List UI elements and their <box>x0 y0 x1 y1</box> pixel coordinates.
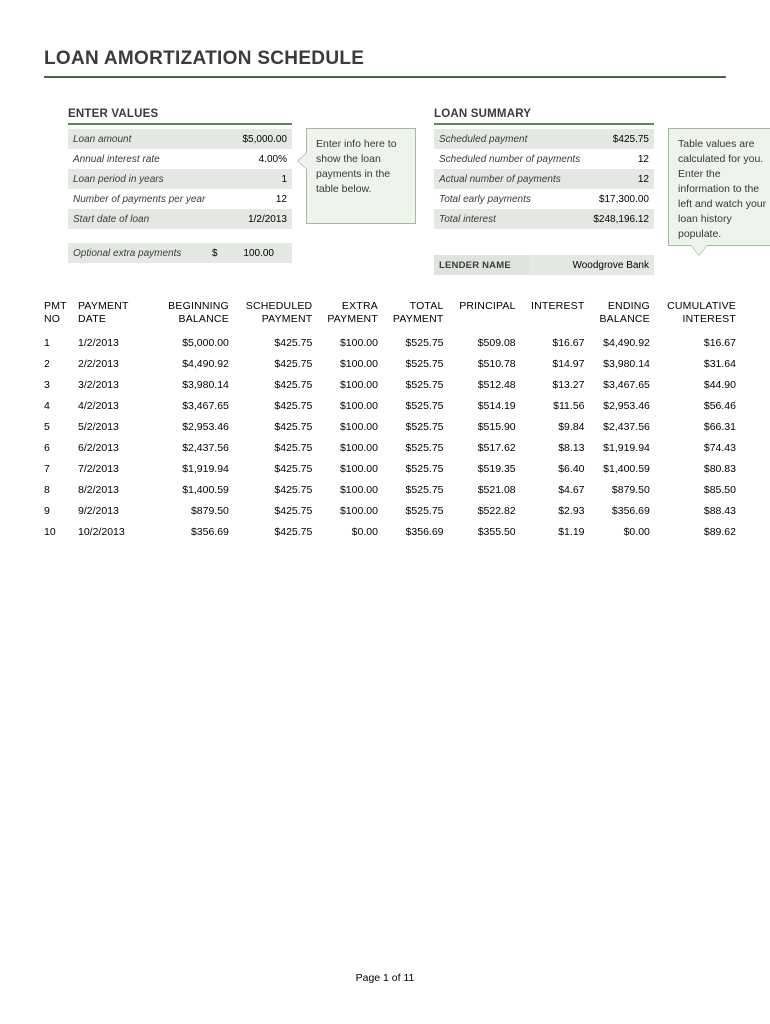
table-row[interactable] <box>68 169 292 189</box>
table-cell: $0.00 <box>623 525 650 538</box>
scheduled-payment-value: $425.75 <box>587 129 654 149</box>
title-divider <box>44 76 726 78</box>
table-cell: $355.50 <box>477 525 516 538</box>
table-row <box>40 437 740 458</box>
table-cell: $879.50 <box>611 483 650 496</box>
table-cell: $517.62 <box>477 441 516 454</box>
table-cell: $525.75 <box>405 462 444 475</box>
lender-name-row[interactable] <box>434 255 654 275</box>
table-cell: $356.69 <box>405 525 444 538</box>
table-cell: $2,953.46 <box>603 399 650 412</box>
table-cell: $100.00 <box>339 441 378 454</box>
col-header-principal <box>448 300 520 332</box>
table-cell: $425.75 <box>274 441 313 454</box>
col-header-line2: BALANCE <box>599 313 650 325</box>
table-cell: $2,437.56 <box>182 441 229 454</box>
table-row <box>434 209 654 229</box>
lender-name-value[interactable]: Woodgrove Bank <box>530 255 654 275</box>
table-cell: $4,490.92 <box>603 336 650 349</box>
table-row <box>40 416 740 437</box>
amortization-body <box>40 332 740 542</box>
table-cell: $16.67 <box>703 336 736 349</box>
loan-amount-label: Loan amount <box>68 129 230 149</box>
col-header-total-payment <box>382 300 448 332</box>
table-cell: $509.08 <box>477 336 516 349</box>
table-row[interactable] <box>68 189 292 209</box>
col-header-payment-date <box>74 300 156 332</box>
optional-extra-payments-label: Optional extra payments <box>68 243 207 263</box>
table-cell: $525.75 <box>405 378 444 391</box>
table-cell: $66.31 <box>703 420 736 433</box>
actual-number-of-payments-value: 12 <box>587 169 654 189</box>
col-header-line2: INTEREST <box>682 313 736 325</box>
total-interest-value: $248,196.12 <box>587 209 654 229</box>
table-cell: 5/2/2013 <box>78 420 119 433</box>
table-cell: 4 <box>44 399 50 412</box>
payments-per-year-value[interactable]: 12 <box>275 193 287 205</box>
table-cell: $6.40 <box>558 462 585 475</box>
table-cell: $512.48 <box>477 378 516 391</box>
start-date-value[interactable]: 1/2/2013 <box>230 209 292 229</box>
col-header-line1: ENDING <box>607 300 650 312</box>
table-cell: $9.84 <box>558 420 585 433</box>
callout-tail <box>691 245 707 255</box>
table-cell: $356.69 <box>190 525 229 538</box>
table-cell: $519.35 <box>477 462 516 475</box>
table-cell: $16.67 <box>552 336 585 349</box>
table-cell: $514.19 <box>477 399 516 412</box>
table-cell: $3,980.14 <box>182 378 229 391</box>
col-header-pmt-no <box>40 300 74 332</box>
table-cell: $425.75 <box>274 378 313 391</box>
scheduled-number-of-payments-value: 12 <box>637 153 649 165</box>
enter-values-section <box>68 108 292 263</box>
table-cell: $100.00 <box>339 357 378 370</box>
table-row[interactable] <box>68 209 292 229</box>
table-cell: $100.00 <box>339 399 378 412</box>
col-header-line2: NO <box>44 313 61 325</box>
callout-enter-info <box>306 128 416 224</box>
table-cell: 3 <box>44 378 50 391</box>
start-date-label: Start date of loan <box>68 209 230 229</box>
enter-values-table <box>68 129 292 229</box>
loan-summary-section <box>434 108 654 275</box>
col-header-line2: PAYMENT <box>392 313 444 325</box>
total-early-payments-label: Total early payments <box>439 193 531 205</box>
col-header-line1: TOTAL <box>409 300 444 312</box>
table-cell: 5 <box>44 420 50 433</box>
table-cell: $3,467.65 <box>182 399 229 412</box>
table-cell: $85.50 <box>703 483 736 496</box>
col-header-line2: PAYMENT <box>327 313 378 325</box>
table-cell: 7 <box>44 462 50 475</box>
col-header-line2: PAYMENT <box>261 313 313 325</box>
table-cell: $1,919.94 <box>603 441 650 454</box>
table-cell: $13.27 <box>552 378 585 391</box>
table-cell: $44.90 <box>703 378 736 391</box>
col-header-line1: PAYMENT <box>78 300 129 312</box>
table-cell: $525.75 <box>405 336 444 349</box>
table-cell: $31.64 <box>703 357 736 370</box>
callout-tail <box>298 153 307 169</box>
scheduled-payment-label: Scheduled payment <box>434 129 587 149</box>
table-row <box>434 189 654 209</box>
optional-extra-payments-row[interactable] <box>68 243 292 263</box>
annual-interest-rate-value[interactable]: 4.00% <box>258 153 287 165</box>
table-cell: $525.75 <box>405 441 444 454</box>
table-cell: $522.82 <box>477 504 516 517</box>
table-cell: 10 <box>44 525 56 538</box>
table-cell: $100.00 <box>339 336 378 349</box>
amortization-table <box>40 300 740 542</box>
table-row <box>40 500 740 521</box>
table-cell: 2 <box>44 357 50 370</box>
table-cell: 7/2/2013 <box>78 462 119 475</box>
table-cell: $100.00 <box>339 378 378 391</box>
table-cell: $425.75 <box>274 357 313 370</box>
table-row <box>434 169 654 189</box>
table-cell: $515.90 <box>477 420 516 433</box>
table-cell: $89.62 <box>703 525 736 538</box>
table-row <box>40 353 740 374</box>
col-header-line2: INTEREST <box>530 300 585 312</box>
loan-summary-heading: LOAN SUMMARY <box>434 108 654 125</box>
table-cell: $88.43 <box>703 504 736 517</box>
col-header-scheduled-payment <box>233 300 316 332</box>
total-early-payments-value: $17,300.00 <box>598 193 649 205</box>
table-cell: 6/2/2013 <box>78 441 119 454</box>
table-row <box>434 129 654 149</box>
table-cell: 9/2/2013 <box>78 504 119 517</box>
table-row <box>434 149 654 169</box>
table-cell: $2,437.56 <box>603 420 650 433</box>
table-cell: 9 <box>44 504 50 517</box>
table-cell: $425.75 <box>274 336 313 349</box>
callout-right-text: Table values are calculated for you. Enter the information to the left and watch your loan history populate. <box>678 138 767 240</box>
table-cell: $1,400.59 <box>182 483 229 496</box>
page-footer: Page 1 of 11 <box>355 972 415 984</box>
table-cell: $521.08 <box>477 483 516 496</box>
actual-number-of-payments-label: Actual number of payments <box>434 169 587 189</box>
table-cell: 1/2/2013 <box>78 336 119 349</box>
table-cell: $14.97 <box>552 357 585 370</box>
table-cell: $80.83 <box>703 462 736 475</box>
table-cell: $425.75 <box>274 504 313 517</box>
total-interest-label: Total interest <box>434 209 587 229</box>
col-header-line1: BEGINNING <box>168 300 229 312</box>
table-cell: 4/2/2013 <box>78 399 119 412</box>
table-row[interactable] <box>68 149 292 169</box>
col-header-line1: SCHEDULED <box>245 300 313 312</box>
table-cell: $525.75 <box>405 504 444 517</box>
table-cell: $5,000.00 <box>182 336 229 349</box>
table-cell: 8/2/2013 <box>78 483 119 496</box>
table-cell: $425.75 <box>274 525 313 538</box>
table-cell: $4.67 <box>558 483 585 496</box>
table-cell: 8 <box>44 483 50 496</box>
table-row[interactable] <box>68 129 292 149</box>
loan-summary-table <box>434 129 654 229</box>
table-cell: $525.75 <box>405 420 444 433</box>
table-cell: $879.50 <box>190 504 229 517</box>
enter-values-heading: ENTER VALUES <box>68 108 292 125</box>
table-cell: $510.78 <box>477 357 516 370</box>
loan-period-value[interactable]: 1 <box>230 169 292 189</box>
annual-interest-rate-label: Annual interest rate <box>73 153 160 165</box>
table-row <box>40 521 740 542</box>
col-header-line2: BALANCE <box>178 313 229 325</box>
loan-amount-value[interactable]: $5,000.00 <box>230 129 292 149</box>
table-cell: $100.00 <box>339 504 378 517</box>
col-header-interest <box>520 300 589 332</box>
table-cell: $425.75 <box>274 483 313 496</box>
table-cell: $56.46 <box>703 399 736 412</box>
col-header-cumulative-interest <box>654 300 740 332</box>
table-cell: $3,467.65 <box>603 378 650 391</box>
col-header-beginning-balance <box>156 300 233 332</box>
table-cell: $0.00 <box>351 525 378 538</box>
table-cell: $425.75 <box>274 420 313 433</box>
lender-name-label: LENDER NAME <box>434 255 530 275</box>
table-row <box>40 395 740 416</box>
col-header-line1: CUMULATIVE <box>667 300 736 312</box>
payments-per-year-label: Number of payments per year <box>73 193 206 205</box>
table-cell: $3,980.14 <box>603 357 650 370</box>
table-cell: 3/2/2013 <box>78 378 119 391</box>
table-cell: $425.75 <box>274 462 313 475</box>
col-header-line2: DATE <box>78 313 107 325</box>
table-cell: $425.75 <box>274 399 313 412</box>
col-header-line1: PMT <box>44 300 67 312</box>
table-cell: $2.93 <box>558 504 585 517</box>
loan-period-label: Loan period in years <box>68 169 230 189</box>
table-cell: $1,919.94 <box>182 462 229 475</box>
table-row <box>40 332 740 353</box>
table-cell: $74.43 <box>703 441 736 454</box>
col-header-ending-balance <box>589 300 654 332</box>
amortization-header-row <box>40 300 740 332</box>
table-cell: 6 <box>44 441 50 454</box>
table-row <box>40 479 740 500</box>
table-cell: $8.13 <box>558 441 585 454</box>
table-cell: $525.75 <box>405 483 444 496</box>
scheduled-number-of-payments-label: Scheduled number of payments <box>439 153 581 165</box>
table-cell: $100.00 <box>339 420 378 433</box>
table-cell: $525.75 <box>405 357 444 370</box>
col-header-line2: PRINCIPAL <box>459 300 516 312</box>
currency-symbol: $ <box>207 243 229 263</box>
table-cell: $11.56 <box>553 399 585 412</box>
callout-left-text: Enter info here to show the loan payments in the table below. <box>316 138 397 195</box>
col-header-extra-payment <box>316 300 382 332</box>
page-title: LOAN AMORTIZATION SCHEDULE <box>44 48 365 69</box>
table-cell: $1,400.59 <box>603 462 650 475</box>
table-cell: $100.00 <box>339 462 378 475</box>
table-row <box>40 458 740 479</box>
table-cell: 10/2/2013 <box>78 525 125 538</box>
table-cell: $2,953.46 <box>182 420 229 433</box>
table-cell: 1 <box>44 336 50 349</box>
title-block <box>44 48 726 78</box>
table-row <box>40 374 740 395</box>
table-cell: $1.19 <box>558 525 585 538</box>
optional-extra-payments-value[interactable]: 100.00 <box>229 243 292 263</box>
table-cell: $525.75 <box>405 399 444 412</box>
table-cell: $100.00 <box>339 483 378 496</box>
table-cell: $4,490.92 <box>182 357 229 370</box>
col-header-line1: EXTRA <box>341 300 378 312</box>
table-cell: $356.69 <box>611 504 650 517</box>
callout-table-values <box>668 128 770 246</box>
table-cell: 2/2/2013 <box>78 357 119 370</box>
